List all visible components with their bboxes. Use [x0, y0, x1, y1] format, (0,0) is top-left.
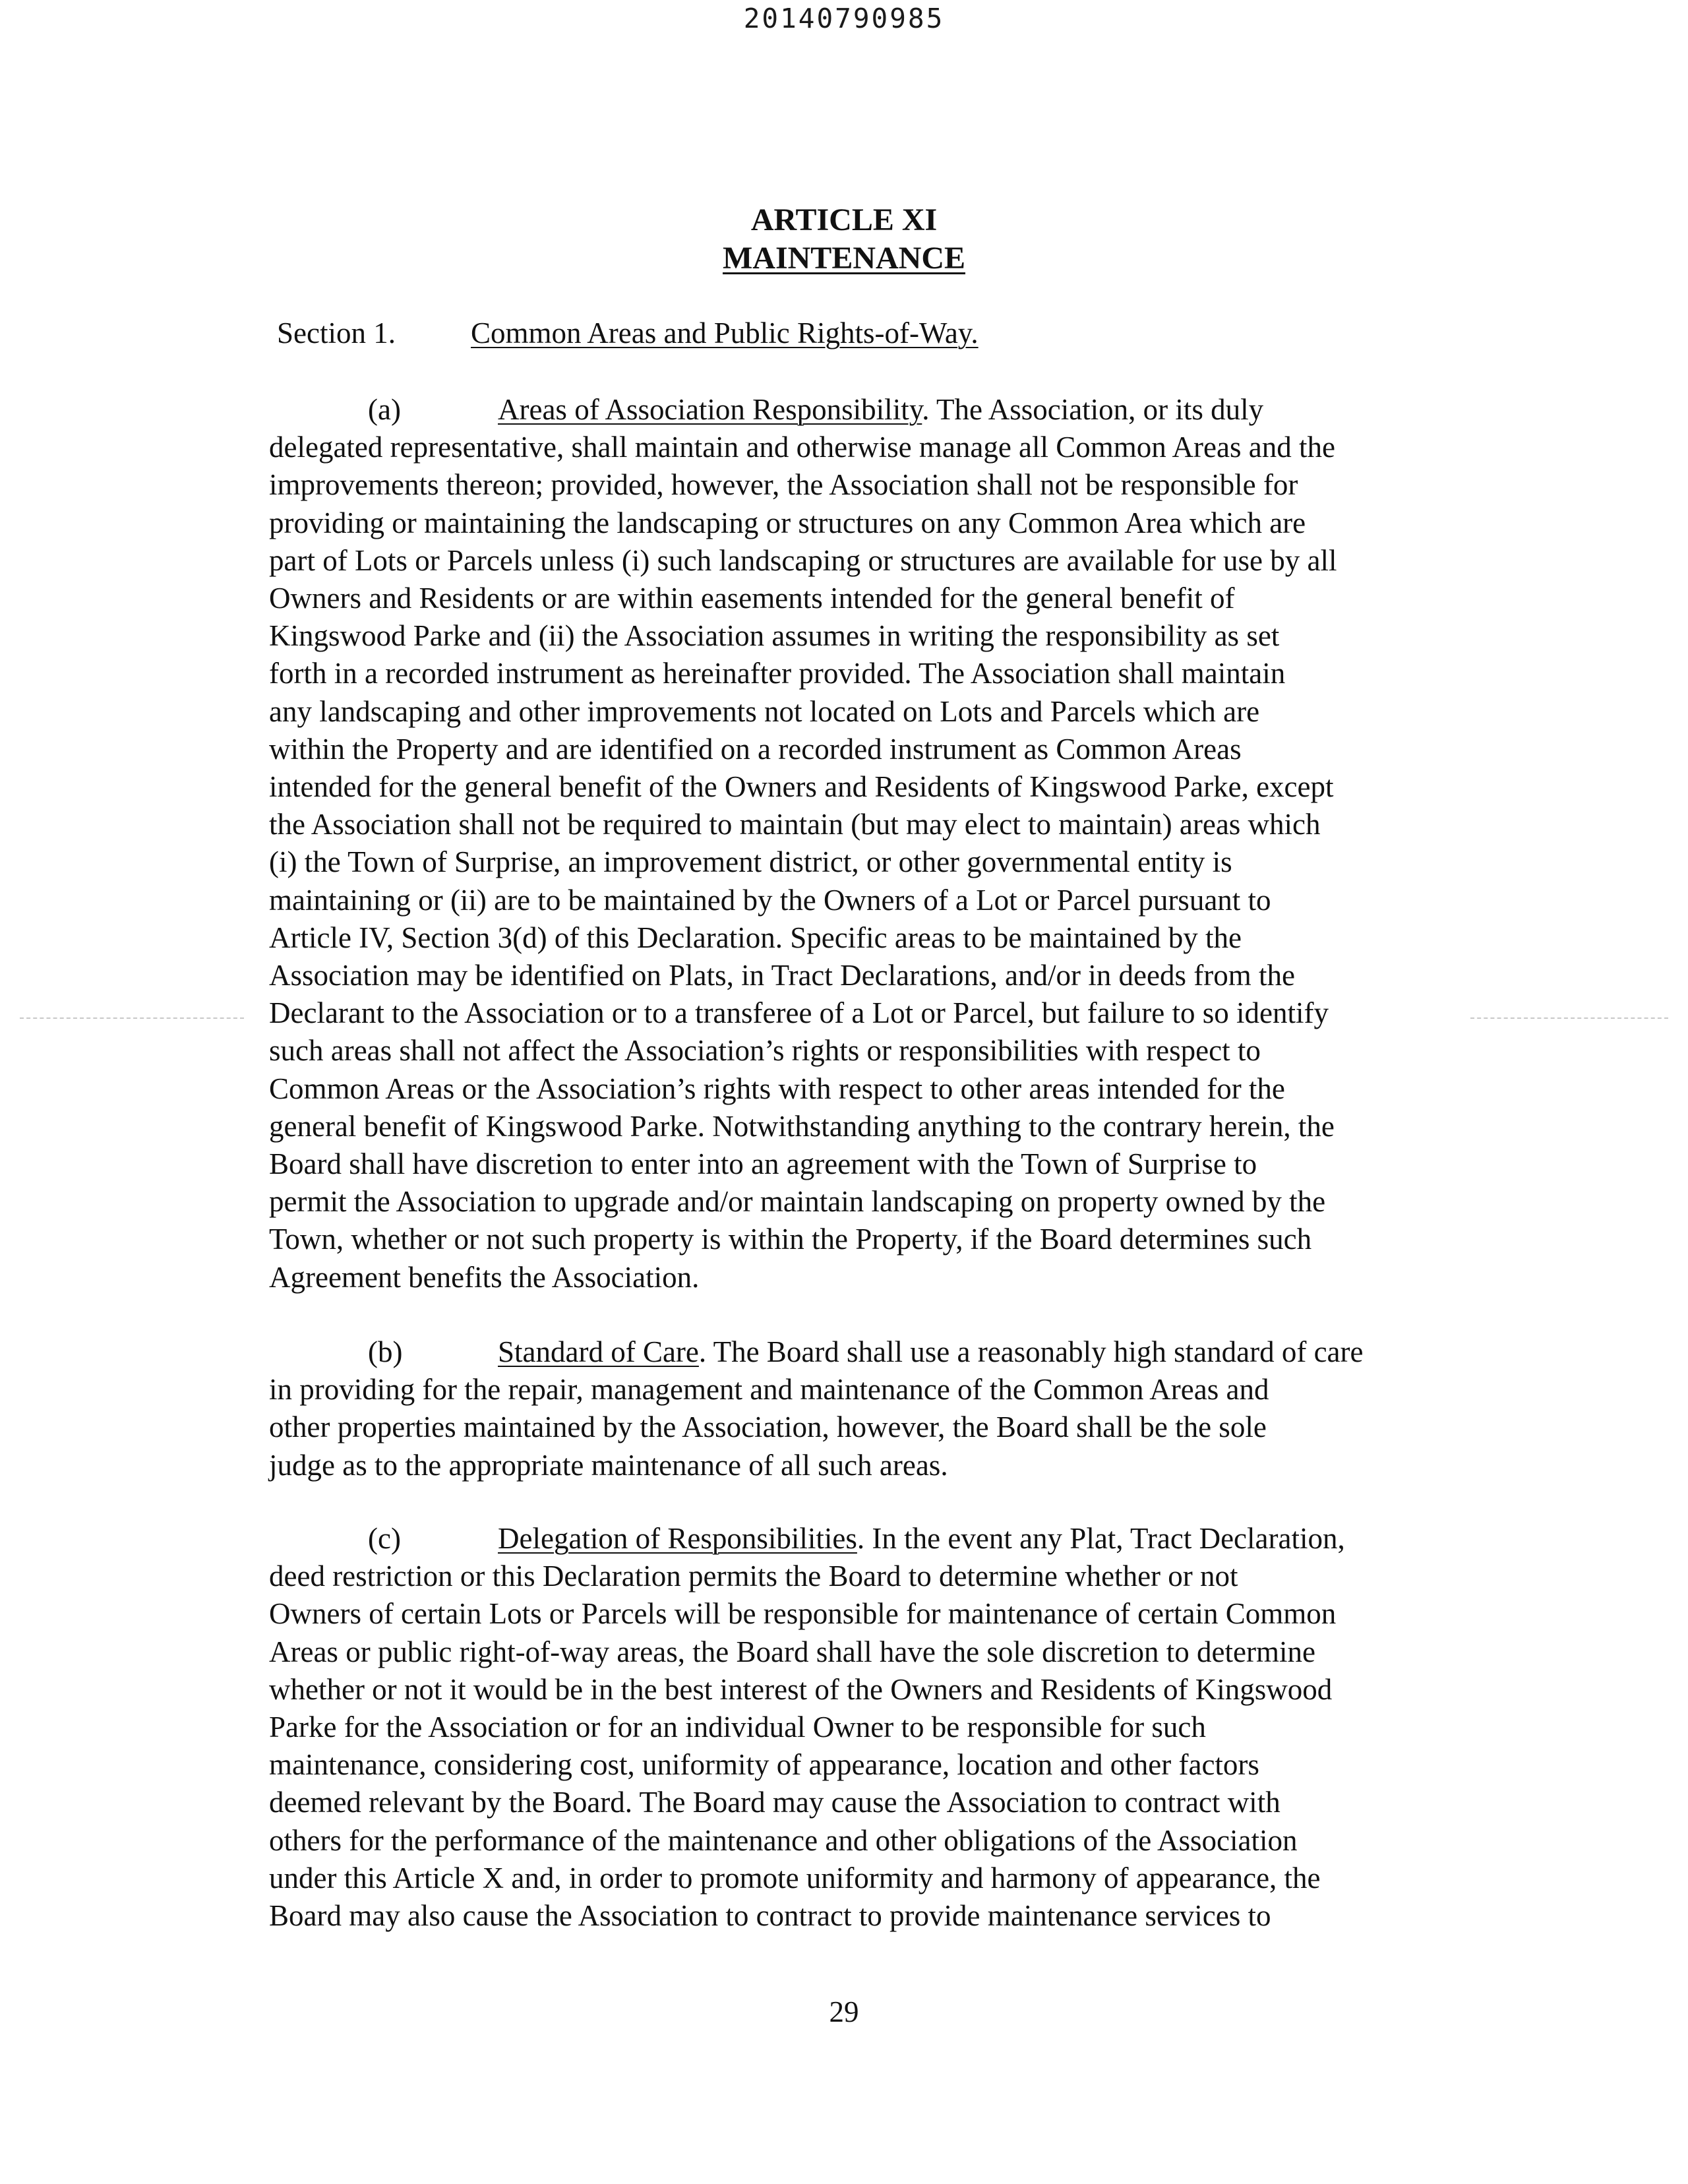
paragraph-line: within the Property and are identified on a recorded instrument as Common Areas: [269, 732, 1242, 766]
paragraph-line: general benefit of Kingswood Parke. Notwithstanding anything to the contrary herein, the: [269, 1109, 1335, 1143]
scan-artifact-right: [1470, 1017, 1668, 1019]
paragraph-line: deed restriction or this Declaration permits the Board to determine whether or not: [269, 1560, 1238, 1593]
paragraph-line: Areas or public right-of-way areas, the Board shall have the sole discretion to determine: [269, 1635, 1315, 1668]
paragraph-line: part of Lots or Parcels unless (i) such landscaping or structures are available for use by all: [269, 543, 1337, 577]
paragraph-first-line: [269, 1333, 1469, 1371]
paragraph-heading: Delegation of Responsibilities: [498, 1522, 857, 1555]
paragraph-line: Declarant to the Association or to a transferee of a Lot or Parcel, but failure to so identify: [269, 996, 1329, 1030]
paragraph-heading: Areas of Association Responsibility: [498, 393, 922, 426]
paragraph-line: deemed relevant by the Board. The Board may cause the Association to contract with: [269, 1786, 1281, 1819]
paragraph-line: Parke for the Association or for an individual Owner to be responsible for such: [269, 1711, 1206, 1744]
paragraph-line: such areas shall not affect the Association’s rights or responsibilities with respect to: [269, 1034, 1261, 1068]
paragraph-line: maintenance, considering cost, uniformity of appearance, location and other factors: [269, 1748, 1259, 1782]
paragraph-heading: Standard of Care: [498, 1335, 699, 1368]
section-title: Common Areas and Public Rights-of-Way.: [471, 317, 979, 349]
paragraph-line: judge as to the appropriate maintenance of all such areas.: [269, 1448, 948, 1482]
paragraph-line: providing or maintaining the landscaping or structures on any Common Area which are: [269, 506, 1306, 539]
paragraph-line: others for the performance of the maintenance and other obligations of the Association: [269, 1823, 1298, 1857]
paragraph-line: Kingswood Parke and (ii) the Association assumes in writing the responsibility as set: [269, 619, 1280, 653]
paragraph-line: Owners of certain Lots or Parcels will be responsible for maintenance of certain Common: [269, 1597, 1337, 1631]
article-heading: [0, 201, 1688, 278]
paragraph-line: any landscaping and other improvements not located on Lots and Parcels which are: [269, 694, 1260, 728]
paragraph-a: [269, 391, 1469, 1296]
scan-artifact-left: [20, 1017, 244, 1019]
article-subtitle: MAINTENANCE: [722, 241, 965, 276]
document-number: 20140790985: [743, 3, 945, 34]
paragraph-line: Common Areas or the Association’s rights with respect to other areas intended for the: [269, 1072, 1285, 1105]
paragraph-line: in providing for the repair, management and maintenance of the Common Areas and: [269, 1373, 1269, 1407]
paragraph-line: the Association shall not be required to maintain (but may elect to maintain) areas which: [269, 808, 1321, 841]
paragraph-line: Agreement benefits the Association.: [269, 1260, 700, 1294]
paragraph-line: Board may also cause the Association to contract to provide maintenance services to: [269, 1899, 1271, 1933]
paragraph-line: Article IV, Section 3(d) of this Declaration. Specific areas to be maintained by the: [269, 921, 1242, 954]
paragraph-line: Town, whether or not such property is within the Property, if the Board determines such: [269, 1223, 1312, 1256]
paragraph-first-line: [269, 1520, 1469, 1558]
article-title: ARTICLE XI: [750, 202, 938, 237]
paragraph-first-line: [269, 391, 1469, 429]
page-number: 29: [829, 1995, 859, 2028]
paragraph-line: Owners and Residents or are within easements intended for the general benefit of: [269, 582, 1235, 615]
paragraph-line: delegated representative, shall maintain and otherwise manage all Common Areas and the: [269, 431, 1335, 464]
paragraph-line: permit the Association to upgrade and/or maintain landscaping on property owned by the: [269, 1185, 1326, 1219]
paragraph-label: (a): [368, 393, 401, 426]
paragraph-line: Association may be identified on Plats, in Tract Declarations, and/or in deeds from the: [269, 959, 1295, 992]
paragraph-first-line-text: . In the event any Plat, Tract Declaration,: [857, 1522, 1345, 1555]
section-heading: [277, 314, 979, 352]
paragraph-line: under this Article X and, in order to promote uniformity and harmony of appearance, the: [269, 1861, 1321, 1895]
paragraph-label: (b): [368, 1335, 403, 1368]
paragraph-line: improvements thereon; provided, however, the Association shall not be responsible for: [269, 468, 1298, 502]
paragraph-line: Board shall have discretion to enter into an agreement with the Town of Surprise to: [269, 1147, 1257, 1181]
paragraph-line: intended for the general benefit of the Owners and Residents of Kingswood Parke, except: [269, 770, 1334, 804]
paragraph-line: (i) the Town of Surprise, an improvement district, or other governmental entity is: [269, 845, 1232, 879]
paragraph-line: maintaining or (ii) are to be maintained by the Owners of a Lot or Parcel pursuant to: [269, 883, 1271, 917]
paragraph-line: forth in a recorded instrument as hereinafter provided. The Association shall maintain: [269, 657, 1286, 690]
paragraph-c: [269, 1520, 1469, 1935]
paragraph-first-line-text: . The Association, or its duly: [922, 393, 1264, 426]
section-number: Section 1.: [277, 317, 396, 349]
paragraph-first-line-text: . The Board shall use a reasonably high standard of care: [698, 1335, 1364, 1368]
paragraph-line: whether or not it would be in the best interest of the Owners and Residents of Kingswood: [269, 1672, 1333, 1706]
paragraph-label: (c): [368, 1522, 401, 1555]
paragraph-line: other properties maintained by the Association, however, the Board shall be the sole: [269, 1410, 1267, 1444]
paragraph-b: [269, 1333, 1469, 1484]
